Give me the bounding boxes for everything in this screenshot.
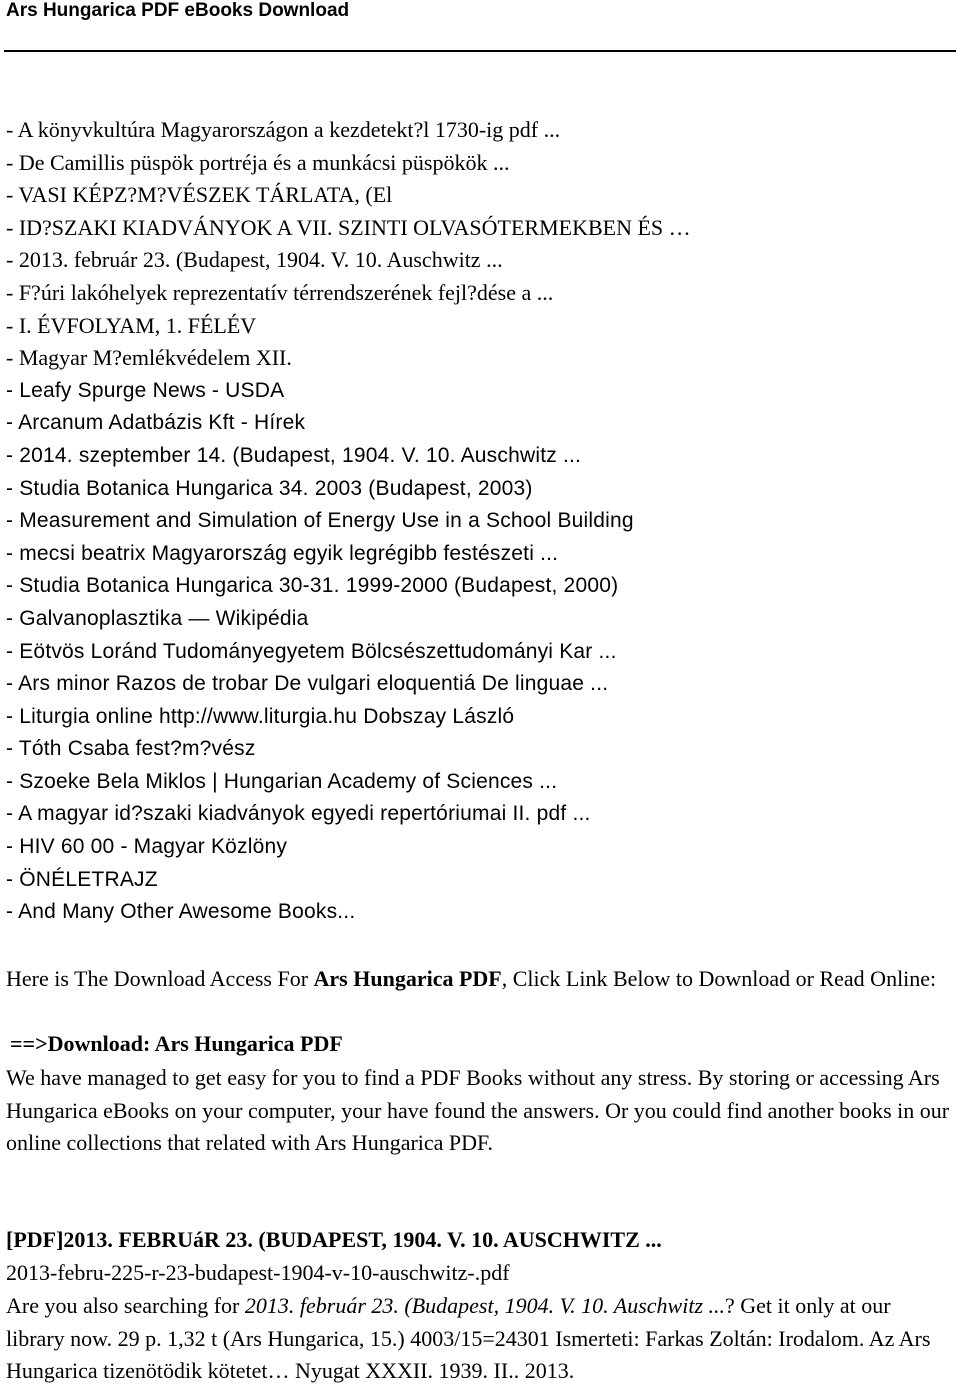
list-item[interactable]: - A magyar id?szaki kiadványok egyedi repertóriumai II. pdf ... [6,802,591,826]
list-item[interactable]: - Eötvös Loránd Tudományegyetem Bölcsészettudományi Kar ... [6,639,617,663]
list-item[interactable]: - ID?SZAKI KIADVÁNYOK A VII. SZINTI OLVASÓTERMEKBEN ÉS … [6,214,691,240]
list-item[interactable]: - Magyar M?emlékvédelem XII. [6,345,292,371]
snippet-prefix: Are you also searching for [6,1293,245,1318]
download-link[interactable]: ==>Download: Ars Hungarica PDF [10,1031,343,1056]
description-paragraph: We have managed to get easy for you to find a PDF Books without any stress. By storing or accessing Ars Hungarica eBooks on your computer, your have found the answers. Or you could find another books in our online collections that related with Ars Hungarica PDF. [6,1065,950,1155]
list-item[interactable]: - mecsi beatrix Magyarország egyik legrégibb festészeti ... [6,541,559,565]
list-item[interactable]: - 2014. szeptember 14. (Budapest, 1904. V. 10. Auschwitz ... [6,443,582,467]
list-item[interactable]: - De Camillis püspök portréja és a munkácsi püspökök ... [6,149,510,175]
list-item[interactable]: - And Many Other Awesome Books... [6,900,356,924]
list-item[interactable]: - Liturgia online http://www.liturgia.hu Dobszay László [6,704,515,728]
list-item[interactable]: - Measurement and Simulation of Energy Use in a School Building [6,509,634,533]
snippet-query: 2013. február 23. (Budapest, 1904. V. 10. Auschwitz ... [244,1293,726,1318]
page-title: Ars Hungarica PDF eBooks Download [6,0,350,21]
list-item[interactable]: - VASI KÉPZ?M?VÉSZEK TÁRLATA, (El [6,182,393,208]
snippet-suffix: ? Get it only at our library now. 29 p. 1,32 t (Ars Hungarica, 15.) 4003/15=24301 Ismerteti: Farkas Zoltán: Irodalom. Az Ars Hungarica tizenötödik kötetet… Nyugat XXXII. 1939. II.. 2013. [6,1293,931,1383]
list-item[interactable]: - HIV 60 00 - Magyar Közlöny [6,835,288,859]
list-item[interactable]: - I. ÉVFOLYAM, 1. FÉLÉV [6,312,257,338]
list-item[interactable]: - Arcanum Adatbázis Kft - Hírek [6,411,306,435]
list-item[interactable]: - Studia Botanica Hungarica 34. 2003 (Budapest, 2003) [6,476,533,500]
header-divider [4,50,956,52]
list-item[interactable]: - ÖNÉLETRAJZ [6,867,158,891]
list-item[interactable]: - Szoeke Bela Miklos | Hungarian Academy of Sciences ... [6,769,558,793]
intro-suffix: , Click Link Below to Download or Read Online: [501,966,937,991]
intro-prefix: Here is The Download Access For [6,966,314,991]
intro-book-title: Ars Hungarica PDF [313,966,502,991]
download-intro [6,963,954,996]
list-item[interactable]: - Leafy Spurge News - USDA [6,378,285,402]
list-item[interactable]: - 2013. február 23. (Budapest, 1904. V. 10. Auschwitz ... [6,247,503,273]
result-snippet [6,1290,954,1388]
list-item[interactable]: - Ars minor Razos de trobar De vulgari eloquentiá De linguae ... [6,672,609,696]
list-item[interactable]: - Galvanoplasztika — Wikipédia [6,606,309,630]
result-title[interactable]: [PDF]2013. FEBRUáR 23. (BUDAPEST, 1904. V. 10. AUSCHWITZ ... [6,1227,662,1252]
list-item[interactable]: - Tóth Csaba fest?m?vész [6,737,256,761]
list-item[interactable]: - A könyvkultúra Magyarországon a kezdetekt?l 1730-ig pdf ... [6,117,561,142]
result-filename: 2013-febru-225-r-23-budapest-1904-v-10-auschwitz-.pdf [6,1260,510,1285]
list-item[interactable]: - F?úri lakóhelyek reprezentatív térrendszerének fejl?dése a ... [6,279,554,305]
list-item[interactable]: - Studia Botanica Hungarica 30-31. 1999-2000 (Budapest, 2000) [6,574,619,598]
related-books-list [6,114,691,929]
